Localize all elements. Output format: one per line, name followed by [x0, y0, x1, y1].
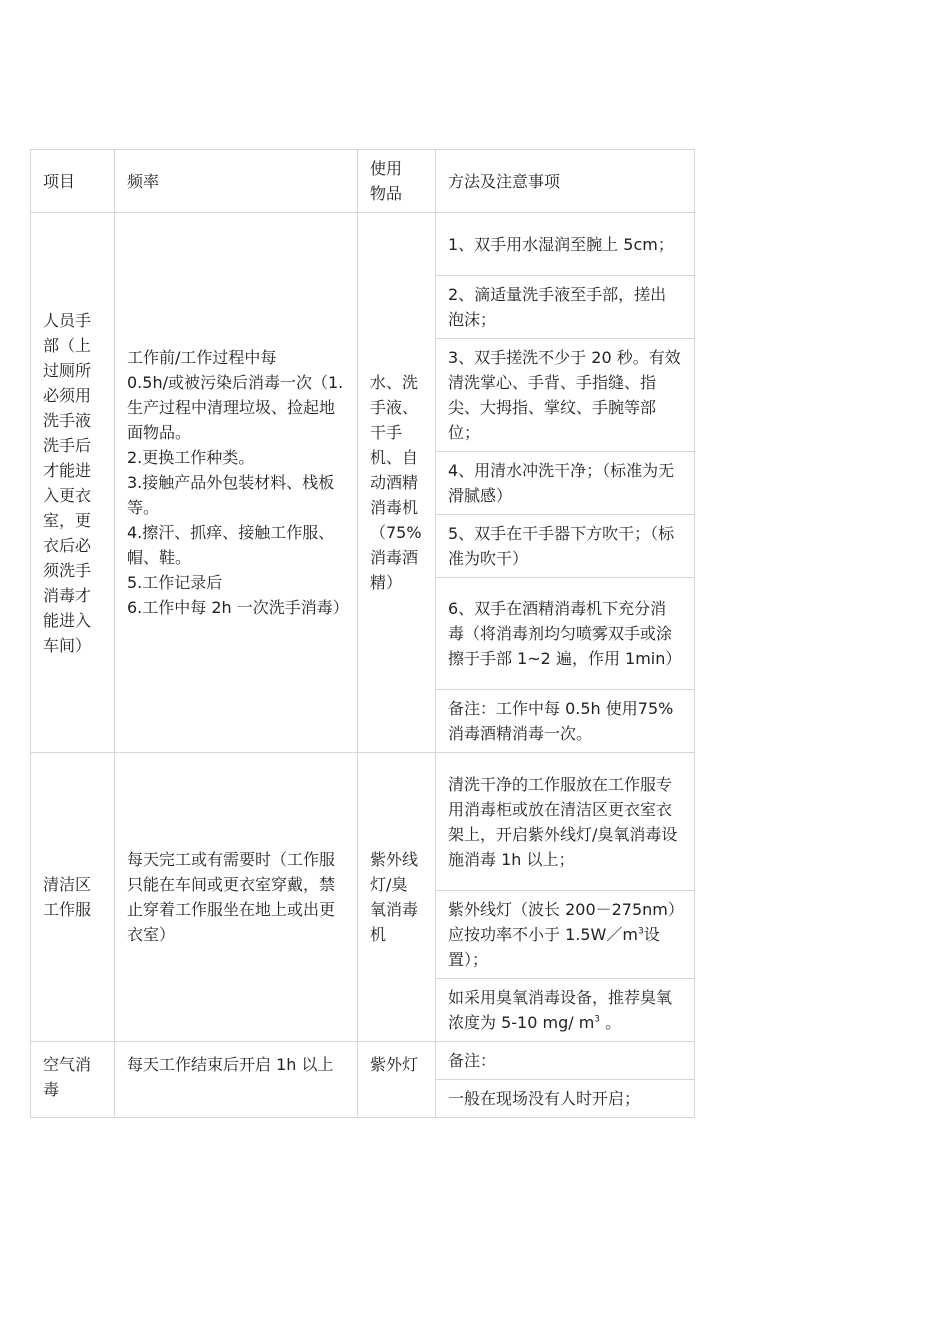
hand-frequency-line: 2.更换工作种类。 — [127, 448, 255, 467]
hand-frequency-line: 6.工作中每 2h 一次洗手消毒） — [127, 598, 349, 617]
hand-frequency-line: 0.5h/或被污染后消毒一次（1.生产过程中清理垃圾、捡起地面物品。 — [127, 373, 344, 442]
header-method: 方法及注意事项 — [436, 150, 695, 213]
disinfection-table — [30, 149, 695, 1118]
uniform-row — [31, 753, 695, 891]
hand-note: 备注：工作中每 0.5h 使用75%消毒酒精消毒一次。 — [436, 690, 695, 753]
uniform-method — [436, 891, 695, 979]
header-supplies-line2: 物品 — [370, 184, 403, 203]
hand-item: 人员手部（上过厕所必须用洗手液洗手后才能进入更衣室，更衣后必须洗手消毒才能进入车间） — [31, 213, 115, 753]
hand-step: 2、滴适量洗手液至手部，搓出泡沫； — [436, 276, 695, 339]
hand-frequency-line: 工作前/工作过程中每 — [127, 348, 277, 367]
hand-step: 4、用清水冲洗干净；（标准为无滑腻感） — [436, 452, 695, 515]
air-row — [31, 1042, 695, 1080]
hand-frequency — [115, 213, 358, 753]
hand-supplies: 水、洗手液、干手机、自动酒精消毒机（75%消毒酒精） — [358, 213, 436, 753]
air-supplies: 紫外灯 — [358, 1042, 436, 1118]
superscript-3: 3 — [594, 1014, 601, 1025]
uniform-method: 清洗干净的工作服放在工作服专用消毒柜或放在清洁区更衣室衣架上，开启紫外线灯/臭氧消毒设施消毒 1h 以上； — [436, 753, 695, 891]
hand-frequency-line: 4.擦汗、抓痒、接触工作服、帽、鞋。 — [127, 523, 335, 567]
hand-step: 5、双手在干手器下方吹干；（标准为吹干） — [436, 515, 695, 578]
header-item: 项目 — [31, 150, 115, 213]
hand-step: 1、双手用水湿润至腕上 5cm； — [436, 213, 695, 276]
header-supplies-line1: 使用 — [370, 159, 403, 178]
air-frequency: 每天工作结束后开启 1h 以上 — [115, 1042, 358, 1118]
uniform-supplies: 紫外线灯/臭氧消毒机 — [358, 753, 436, 1042]
air-note-label: 备注： — [436, 1042, 695, 1080]
header-row — [31, 150, 695, 213]
hand-row — [31, 213, 695, 276]
superscript-3: 3 — [637, 926, 644, 937]
air-note: 一般在现场没有人时开启； — [436, 1080, 695, 1118]
hand-frequency-line: 5.工作记录后 — [127, 573, 223, 592]
uniform-method-text: 。 — [600, 1013, 622, 1032]
uniform-method-text: 紫外线灯（波长 200－275nm）应按功率不小于 1.5W／m — [448, 900, 676, 944]
header-frequency: 频率 — [115, 150, 358, 213]
air-item: 空气消毒 — [31, 1042, 115, 1118]
uniform-item: 清洁区工作服 — [31, 753, 115, 1042]
header-supplies — [358, 150, 436, 213]
hand-step: 6、双手在酒精消毒机下充分消毒（将消毒剂均匀喷雾双手或涂擦于手部 1~2 遍，作用 1min） — [436, 578, 695, 690]
hand-frequency-line: 3.接触产品外包装材料、栈板等。 — [127, 473, 335, 517]
uniform-method — [436, 979, 695, 1042]
uniform-method-text: 如采用臭氧消毒设备，推荐臭氧浓度为 5-10 mg/ m — [448, 988, 673, 1032]
hand-step: 3、双手搓洗不少于 20 秒。有效清洗掌心、手背、手指缝、指尖、大拇指、掌纹、手腕等部位； — [436, 339, 695, 452]
uniform-method-text: 设置）； — [448, 925, 660, 969]
uniform-frequency: 每天完工或有需要时（工作服只能在车间或更衣室穿戴，禁止穿着工作服坐在地上或出更衣室） — [115, 753, 358, 1042]
